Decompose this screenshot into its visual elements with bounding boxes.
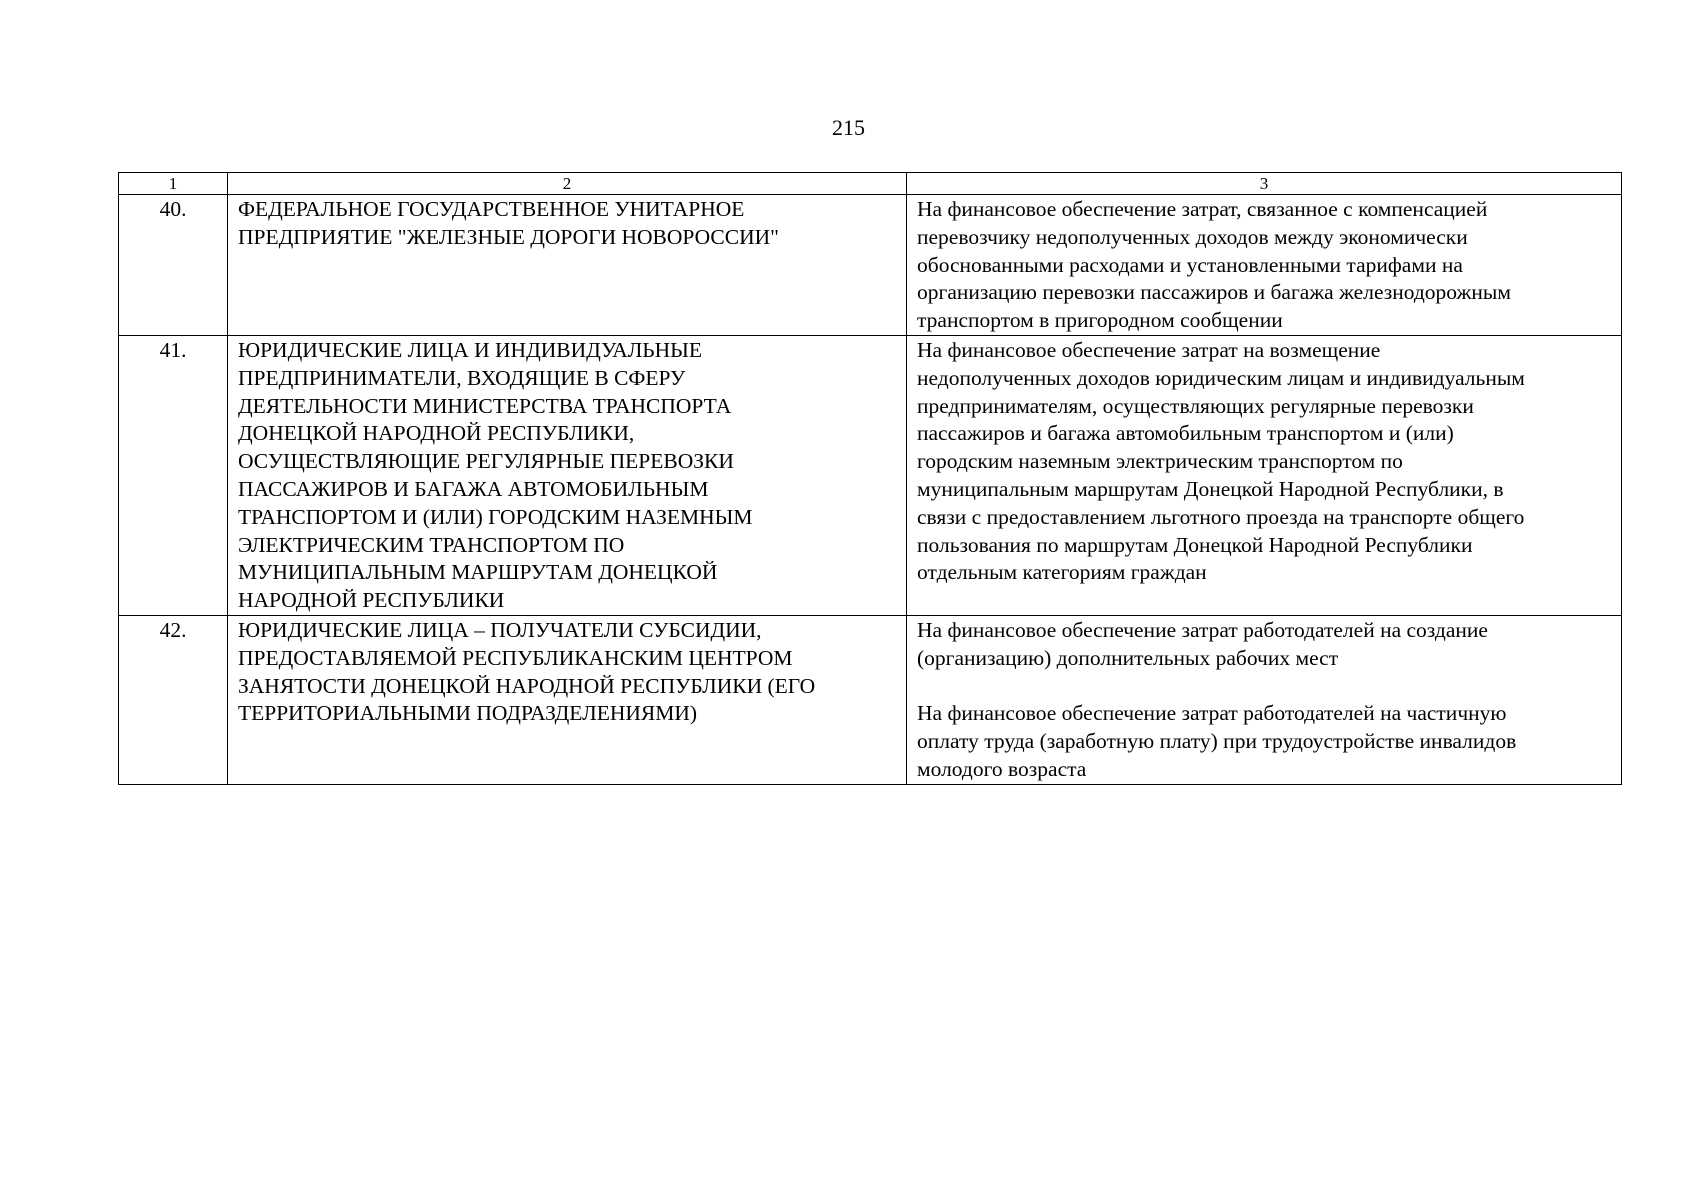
row-number: 42.	[119, 615, 228, 784]
table-row	[119, 335, 1622, 615]
page-number: 215	[832, 115, 865, 140]
row-number: 40.	[119, 195, 228, 336]
table-header-row	[119, 173, 1622, 195]
column-header-3: 3	[907, 173, 1622, 195]
row-number: 41.	[119, 335, 228, 615]
table-row	[119, 615, 1622, 784]
subsidy-purpose	[907, 335, 1622, 615]
purpose-paragraph: На финансовое обеспечение затрат, связанное с компенсацией перевозчику недополученных доходов между экономически обоснованными расходами и установленными тарифами на организацию перевозки пассажиров и багажа железнодорожным транспортом в пригородном сообщении	[917, 197, 1511, 333]
recipient-name: ЮРИДИЧЕСКИЕ ЛИЦА – ПОЛУЧАТЕЛИ СУБСИДИИ, ПРЕДОСТАВЛЯЕМОЙ РЕСПУБЛИКАНСКИМ ЦЕНТРОМ ЗАНЯТОСТИ ДОНЕЦКОЙ НАРОДНОЙ РЕСПУБЛИКИ (ЕГО ТЕРРИТОРИАЛЬНЫМИ ПОДРАЗДЕЛЕНИЯМИ)	[228, 615, 907, 784]
purpose-paragraph: На финансовое обеспечение затрат работодателей на частичную оплату труда (заработную плату) при трудоустройстве инвалидов молодого возраста	[917, 701, 1517, 781]
column-header-2: 2	[228, 173, 907, 195]
column-header-1: 1	[119, 173, 228, 195]
purpose-paragraph: На финансовое обеспечение затрат на возмещение недополученных доходов юридическим лицам и индивидуальным предпринимателям, осуществляющих регулярные перевозки пассажиров и багажа автомобильным транспортом и (или) городским наземным электрическим транспортом по муниципальным маршрутам Донецкой Народной Республики, в связи с предоставлением льготного проезда на транспорте общего пользования по маршрутам Донецкой Народной Республики отдельным категориям граждан	[917, 337, 1525, 585]
subsidy-purpose	[907, 615, 1622, 784]
recipient-name: ФЕДЕРАЛЬНОЕ ГОСУДАРСТВЕННОЕ УНИТАРНОЕ ПРЕДПРИЯТИЕ "ЖЕЛЕЗНЫЕ ДОРОГИ НОВОРОССИИ"	[228, 195, 907, 336]
recipient-name: ЮРИДИЧЕСКИЕ ЛИЦА И ИНДИВИДУАЛЬНЫЕ ПРЕДПРИНИМАТЕЛИ, ВХОДЯЩИЕ В СФЕРУ ДЕЯТЕЛЬНОСТИ МИНИСТЕРСТВА ТРАНСПОРТА ДОНЕЦКОЙ НАРОДНОЙ РЕСПУБЛИКИ, ОСУЩЕСТВЛЯЮЩИЕ РЕГУЛЯРНЫЕ ПЕРЕВОЗКИ ПАССАЖИРОВ И БАГАЖА АВТОМОБИЛЬНЫМ ТРАНСПОРТОМ И (ИЛИ) ГОРОДСКИМ НАЗЕМНЫМ ЭЛЕКТРИЧЕСКИМ ТРАНСПОРТОМ ПО МУНИЦИПАЛЬНЫМ МАРШРУТАМ ДОНЕЦКОЙ НАРОДНОЙ РЕСПУБЛИКИ	[228, 335, 907, 615]
table-row	[119, 195, 1622, 336]
purpose-paragraph: На финансовое обеспечение затрат работодателей на создание (организацию) дополнительных рабочих мест	[917, 617, 1488, 670]
subsidy-purpose	[907, 195, 1622, 336]
document-table	[118, 172, 1622, 785]
